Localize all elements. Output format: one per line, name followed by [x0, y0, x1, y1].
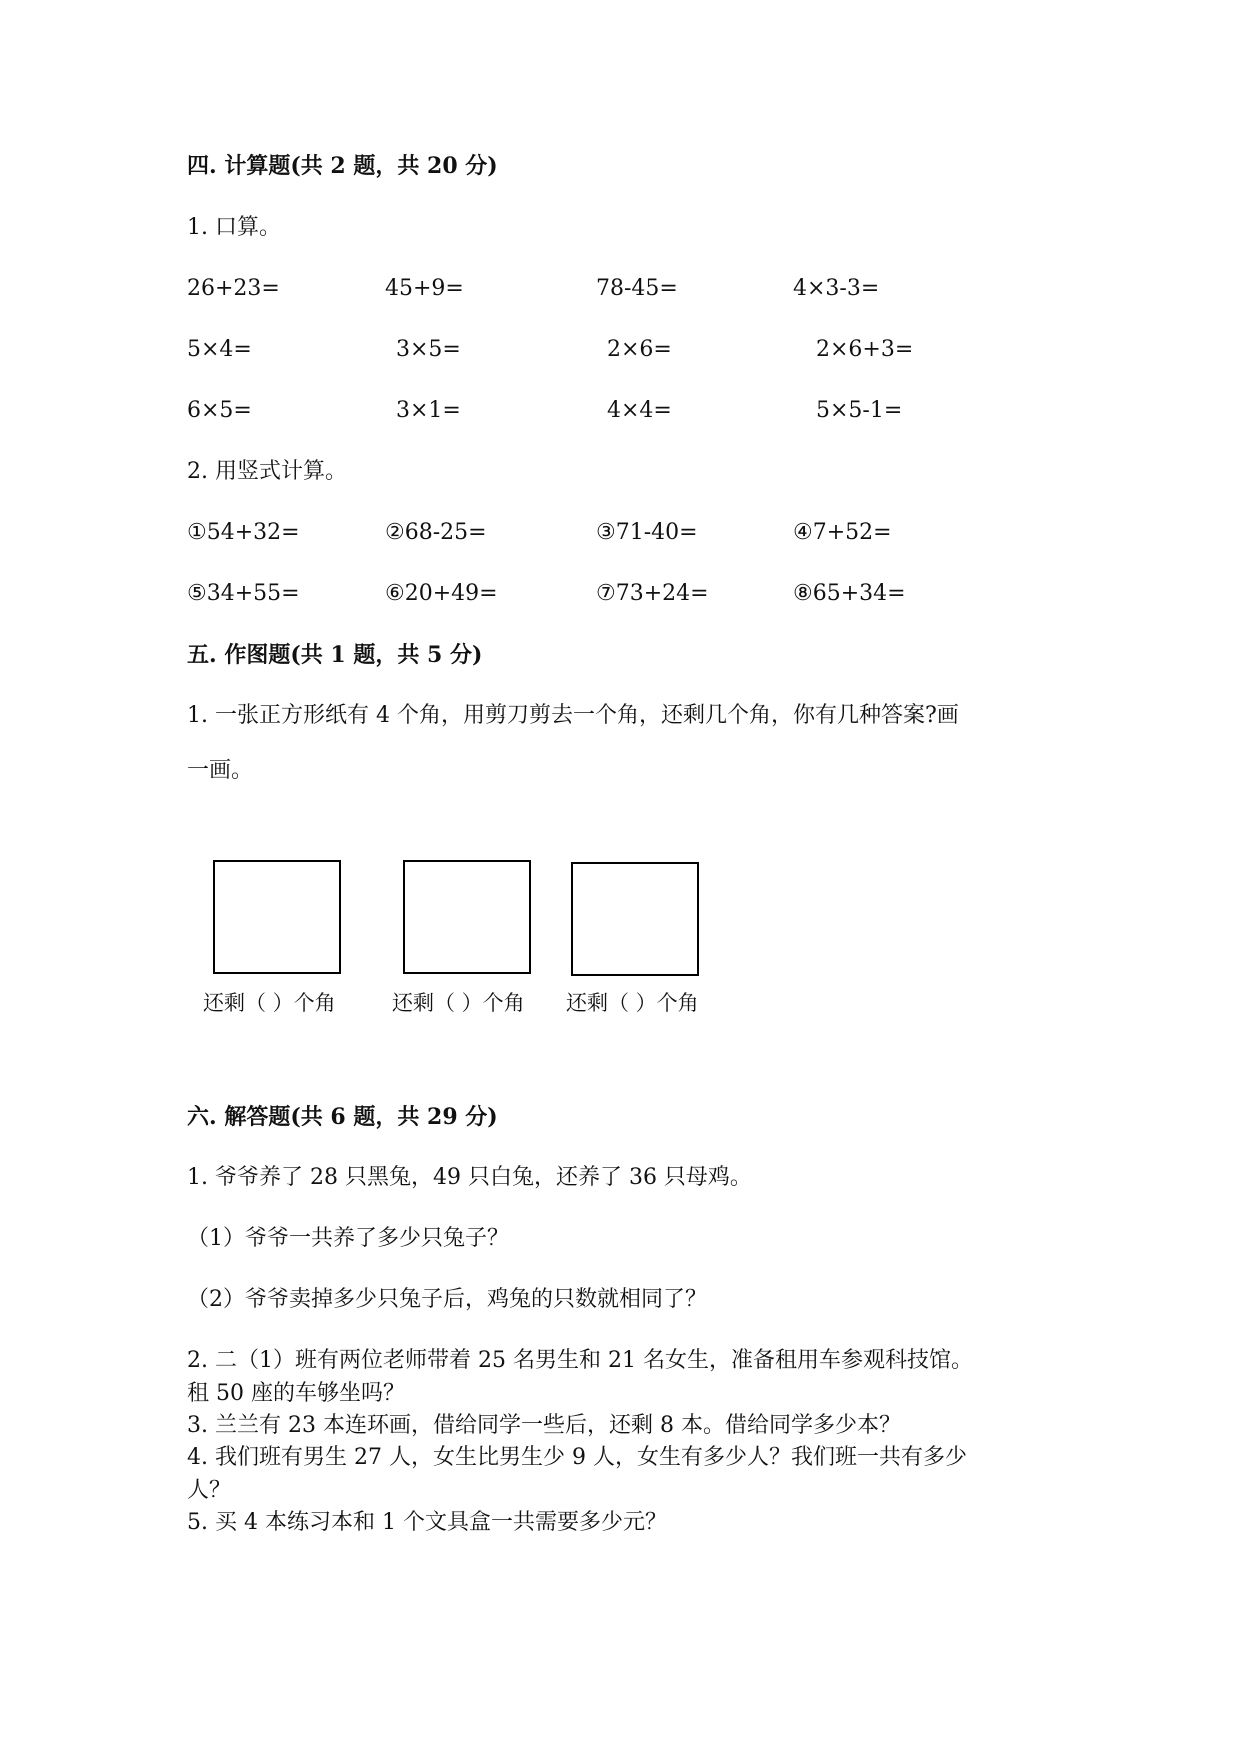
word-problem-2-line2: 租 50 座的车够坐吗？	[187, 1381, 405, 1406]
oral-calc-item: 4×4=	[607, 398, 672, 423]
remaining-corners-caption: 还剩（ ）个角	[203, 991, 336, 1015]
vertical-calc-item: ③71-40=	[596, 520, 698, 545]
section6-title: 六. 解答题(共 6 题，共 29 分)	[187, 1104, 498, 1130]
square-paper-figure	[403, 860, 531, 974]
oral-calc-item: 5×4=	[187, 337, 252, 362]
vertical-calc-item: ⑥20+49=	[385, 581, 498, 606]
oral-calc-item: 4×3-3=	[793, 276, 880, 301]
square-paper-figure	[571, 862, 699, 976]
section4-title: 四. 计算题(共 2 题，共 20 分)	[187, 153, 498, 179]
drawing-question-line2: 一画。	[187, 758, 254, 783]
oral-calc-item: 5×5-1=	[816, 398, 903, 423]
word-problem-1-sub1: （1）爷爷一共养了多少只兔子？	[187, 1226, 509, 1251]
word-problem-3: 3. 兰兰有 23 本连环画，借给同学一些后，还剩 8 本。借给同学多少本？	[187, 1413, 901, 1438]
word-problem-1: 1. 爷爷养了 28 只黑兔，49 只白兔，还养了 36 只母鸡。	[187, 1165, 752, 1190]
oral-calc-item: 2×6=	[607, 337, 672, 362]
remaining-corners-caption: 还剩（ ）个角	[392, 991, 525, 1015]
section5-title: 五. 作图题(共 1 题，共 5 分)	[187, 642, 483, 668]
oral-calc-item: 45+9=	[385, 276, 464, 301]
vertical-calc-item: ⑦73+24=	[596, 581, 709, 606]
vertical-calc-item: ①54+32=	[187, 520, 300, 545]
q1-label: 1. 口算。	[187, 215, 281, 240]
oral-calc-item: 78-45=	[596, 276, 678, 301]
word-problem-1-sub2: （2）爷爷卖掉多少只兔子后，鸡兔的只数就相同了？	[187, 1287, 707, 1312]
oral-calc-item: 26+23=	[187, 276, 280, 301]
vertical-calc-item: ④7+52=	[793, 520, 892, 545]
vertical-calc-item: ②68-25=	[385, 520, 487, 545]
oral-calc-item: 3×1=	[396, 398, 461, 423]
oral-calc-item: 6×5=	[187, 398, 252, 423]
word-problem-2-line1: 2. 二（1）班有两位老师带着 25 名男生和 21 名女生，准备租用车参观科技馆。	[187, 1348, 973, 1373]
word-problem-4-line2: 人？	[187, 1478, 232, 1503]
remaining-corners-caption: 还剩（ ）个角	[566, 991, 699, 1015]
vertical-calc-item: ⑤34+55=	[187, 581, 300, 606]
oral-calc-item: 3×5=	[396, 337, 461, 362]
word-problem-4-line1: 4. 我们班有男生 27 人，女生比男生少 9 人，女生有多少人？我们班一共有多少	[187, 1445, 967, 1470]
square-paper-figure	[213, 860, 341, 974]
drawing-question-line1: 1. 一张正方形纸有 4 个角，用剪刀剪去一个角，还剩几个角，你有几种答案?画	[187, 703, 959, 728]
word-problem-5: 5. 买 4 本练习本和 1 个文具盒一共需要多少元？	[187, 1510, 667, 1535]
vertical-calc-item: ⑧65+34=	[793, 581, 906, 606]
q2-label: 2. 用竖式计算。	[187, 459, 347, 484]
oral-calc-item: 2×6+3=	[816, 337, 914, 362]
